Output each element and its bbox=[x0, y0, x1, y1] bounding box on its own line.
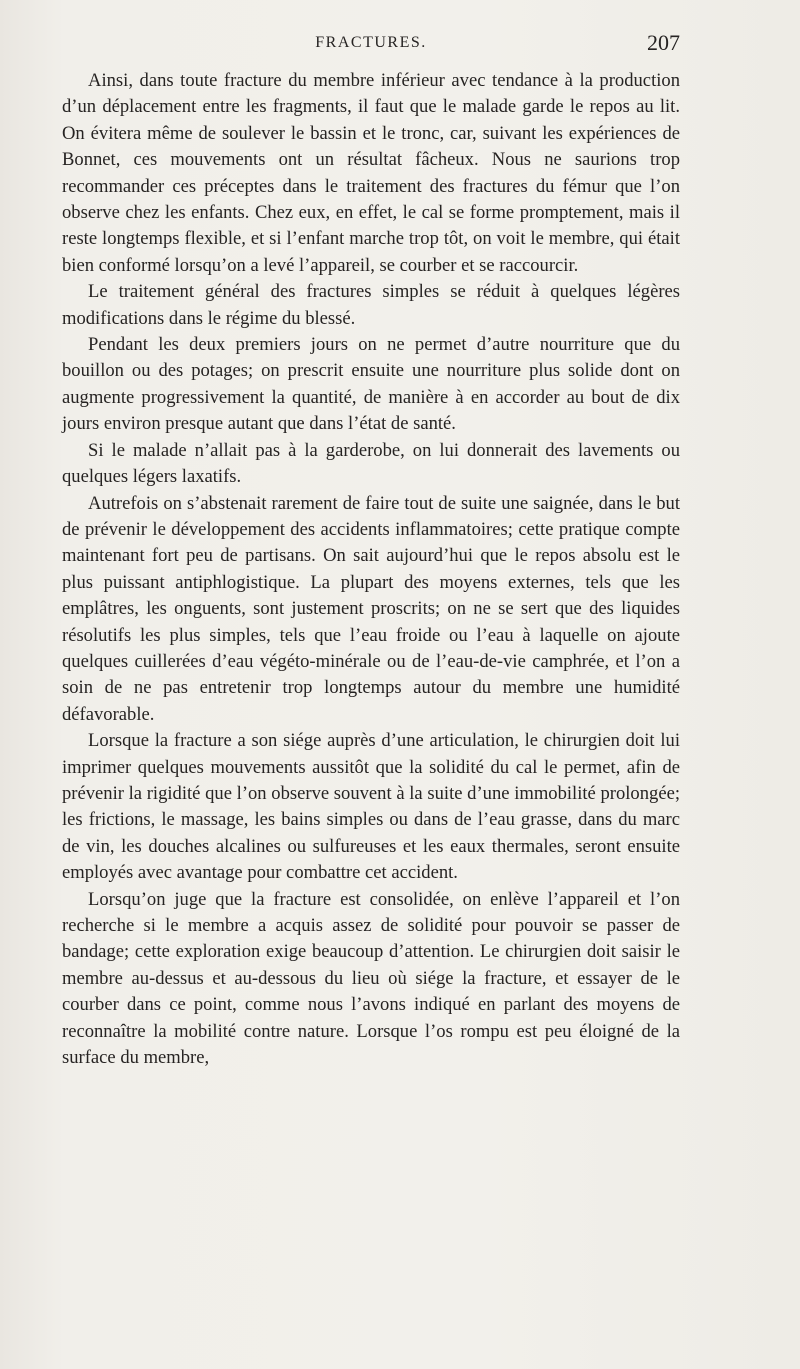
paragraph-6: Lorsque la fracture a son siége auprès d’une articulation, le chirurgien doit lui imprimer quelques mouvements aussitôt que la solidité du cal le permet, afin de prévenir la rigidité que l’on observe souvent à la suite d’une immobilité prolongée; les frictions, le massage, les bains simples ou dans de l’eau grasse, dans du marc de vin, les douches alcalines ou sulfureuses et les eaux thermales, seront ensuite employés avec avantage pour combattre cet accident. bbox=[62, 730, 680, 884]
paragraph-7: Lorsqu’on juge que la fracture est consolidée, on enlève l’appareil et l’on recherche si le membre a acquis assez de solidité pour pouvoir se passer de bandage; cette exploration exige beaucoup d’attention. Le chirurgien doit saisir le membre au-dessus et au-dessous du lieu où siége la fracture, et essayer de le courber dans ce point, comme nous l’avons indiqué en parlant des moyens de reconnaître la mobilité contre nature. Lorsque l’os rompu est peu éloigné de la surface du membre, bbox=[62, 888, 680, 1069]
paragraph-2: Le traitement général des fractures simples se réduit à quelques légères modifications dans le régime du blessé. bbox=[62, 281, 680, 329]
paragraph-1: Ainsi, dans toute fracture du membre inférieur avec tendance à la production d’un déplacement entre les fragments, il faut que le malade garde le repos au lit. On évitera même de soulever le bassin et le tronc, car, suivant les expériences de Bonnet, ces mouvements ont un résultat fâcheux. Nous ne saurions trop recommander ces préceptes dans le traitement des fractures du fémur que l’on observe chez les enfants. Chez eux, en effet, le cal se forme promptement, mais il reste longtemps flexible, et si l’enfant marche trop tôt, on voit le membre, qui était bien conformé lorsqu’on a levé l’appareil, se courber et se raccourcir. bbox=[62, 70, 680, 276]
paragraph-3: Pendant les deux premiers jours on ne permet d’autre nourriture que du bouillon ou des potages; on prescrit ensuite une nourriture plus solide dont on augmente progressivement la quantité, de manière à en accorder au bout de dix jours environ presque autant que dans l’état de santé. bbox=[62, 334, 680, 435]
paragraph-4: Si le malade n’allait pas à la garderobe, on lui donnerait des lavements ou quelques légers laxatifs. bbox=[62, 439, 680, 488]
page-header bbox=[62, 30, 680, 60]
page-number: 207 bbox=[647, 30, 680, 55]
body-text bbox=[62, 68, 680, 1071]
running-title: FRACTURES. bbox=[315, 34, 427, 51]
paragraph-5: Autrefois on s’abstenait rarement de faire tout de suite une saignée, dans le but de prévenir le développement des accidents inflammatoires; cette pratique compte maintenant fort peu de partisans. On sait aujourd’hui que le repos absolu est le plus puissant antiphlogistique. La plupart des moyens externes, tels que les emplâtres, les onguents, sont justement proscrits; on ne se sert que des liquides résolutifs les plus simples, tels que l’eau froide ou l’eau à laquelle on ajoute quelques cuillerées d’eau végéto-minérale ou de l’eau-de-vie camphrée, et l’on a soin de ne pas entretenir trop longtemps autour du membre une humidité défavorable. bbox=[62, 492, 680, 725]
